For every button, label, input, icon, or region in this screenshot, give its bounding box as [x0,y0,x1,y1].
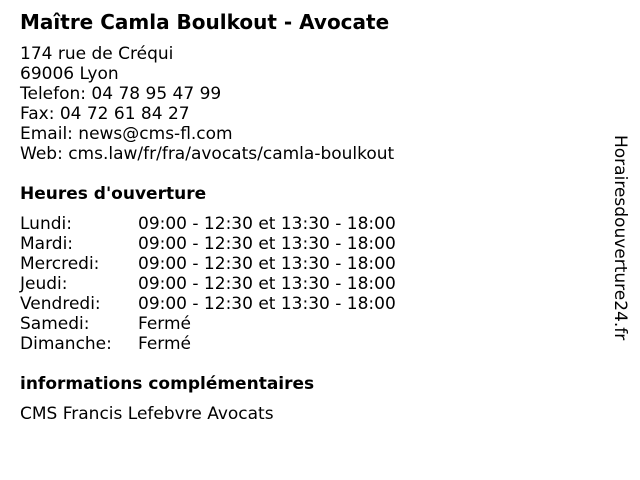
day-label: Samedi: [20,314,90,334]
contact-block [20,44,394,164]
address-city: 69006 Lyon [20,64,119,84]
hours-row-sunday [20,334,396,354]
hours-row-tuesday [20,234,396,254]
day-label: Dimanche: [20,334,112,354]
time-value: 09:00 - 12:30 et 13:30 - 18:00 [138,214,396,234]
time-value: 09:00 - 12:30 et 13:30 - 18:00 [138,254,396,274]
site-watermark: Horairesdouverture24.fr [610,135,630,341]
day-label: Mardi: [20,234,74,254]
hours-row-monday [20,214,396,234]
hours-row-thursday [20,274,396,294]
info-heading: informations complémentaires [20,374,315,394]
hours-row-wednesday [20,254,396,274]
time-value: Fermé [138,314,192,334]
time-value: 09:00 - 12:30 et 13:30 - 18:00 [138,234,396,254]
day-label: Mercredi: [20,254,100,274]
time-value: 09:00 - 12:30 et 13:30 - 18:00 [138,294,396,314]
hours-row-friday [20,294,396,314]
opening-hours-table [20,214,396,354]
day-label: Jeudi: [20,274,68,294]
web-line: Web: cms.law/fr/fra/avocats/camla-boulkout [20,144,395,164]
hours-heading: Heures d'ouverture [20,184,207,204]
info-text: CMS Francis Lefebvre Avocats [20,404,274,424]
day-label: Vendredi: [20,294,101,314]
email-line: Email: news@cms-fl.com [20,124,233,144]
time-value: 09:00 - 12:30 et 13:30 - 18:00 [138,274,396,294]
page-title: Maître Camla Boulkout - Avocate [20,10,390,34]
fax-line: Fax: 04 72 61 84 27 [20,104,190,124]
time-value: Fermé [138,334,192,354]
phone-line: Telefon: 04 78 95 47 99 [20,84,222,104]
hours-row-saturday [20,314,396,334]
address-street: 174 rue de Créqui [20,44,174,64]
day-label: Lundi: [20,214,72,234]
